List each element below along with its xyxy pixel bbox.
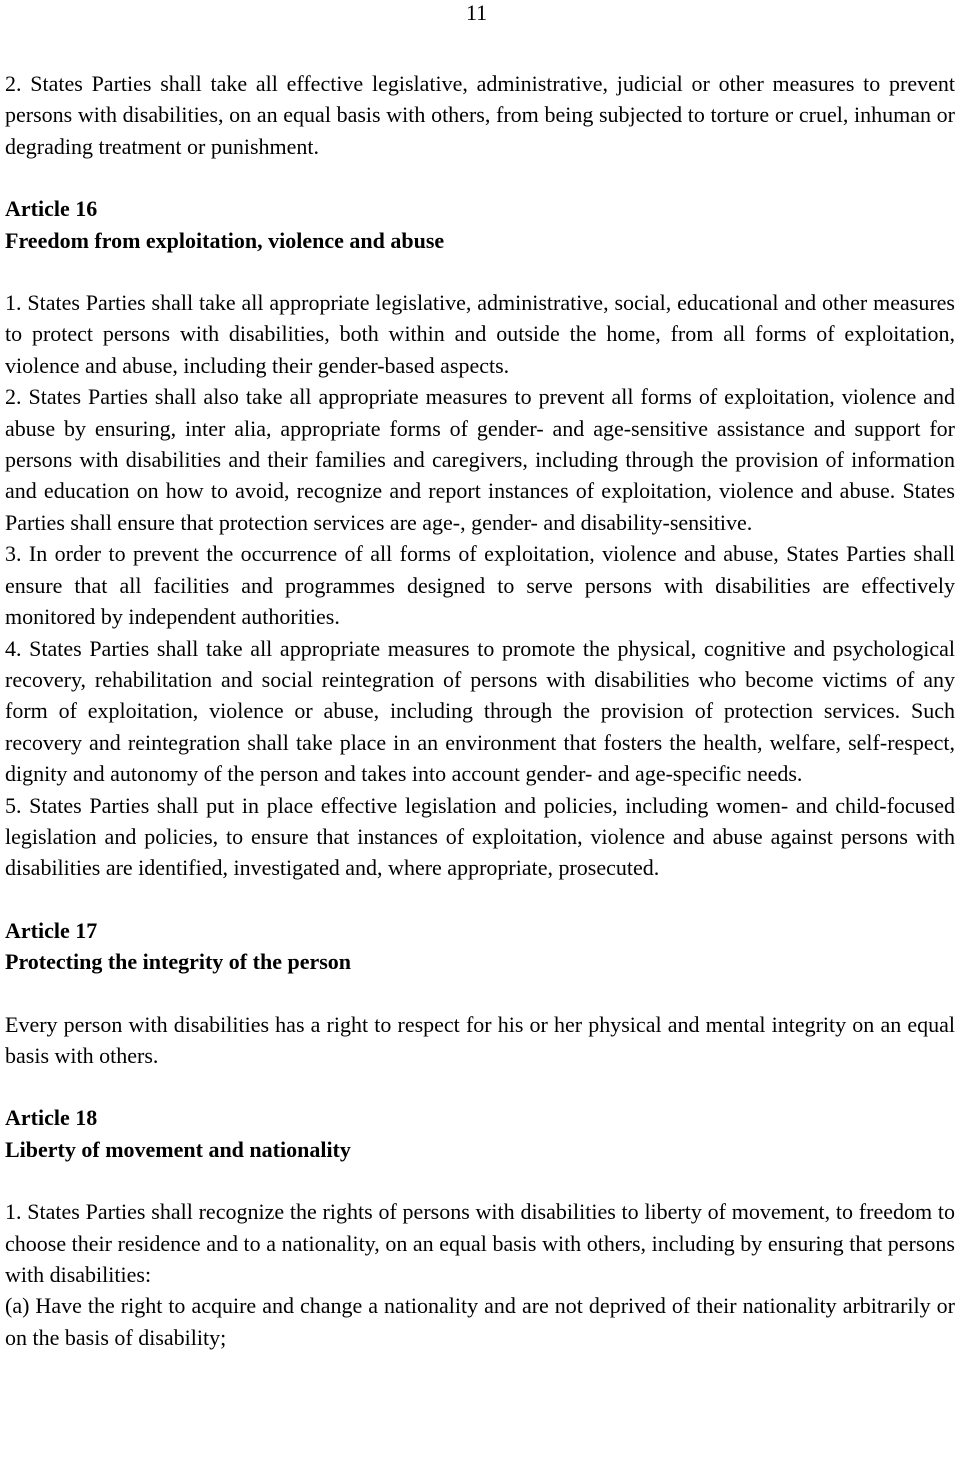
article-17-number: Article 17 (5, 917, 98, 943)
spacer (5, 162, 955, 193)
spacer (5, 256, 955, 287)
article-16-title: Freedom from exploitation, violence and abuse (5, 227, 445, 253)
article-17-title: Protecting the integrity of the person (5, 949, 352, 975)
spacer (5, 884, 955, 915)
spacer (5, 1071, 955, 1102)
intro-paragraph: 2. States Parties shall take all effective legislative, administrative, judicial or other measures to prevent persons with disabilities, on an equal basis with others, from being subjected to torture or cruel, inhuman or degrading treatment or punishment. (5, 71, 955, 159)
article-18-title: Liberty of movement and nationality (5, 1136, 351, 1162)
spacer (5, 978, 955, 1009)
page-content (5, 68, 955, 1353)
article-17-paragraph-1: Every person with disabilities has a right to respect for his or her physical and mental integrity on an equal basis with others. (5, 1011, 955, 1068)
article-16-paragraph-1: 1. States Parties shall take all appropriate legislative, administrative, social, educational and other measures to protect persons with disabilities, both within and outside the home, from all forms of exploitation, violence and abuse, including their gender-based aspects. (5, 290, 955, 378)
article-18-paragraph-a: (a) Have the right to acquire and change a nationality and are not deprived of their nationality arbitrarily or on the basis of disability; (5, 1293, 955, 1350)
article-16-paragraph-3: 3. In order to prevent the occurrence of all forms of exploitation, violence and abuse, States Parties shall ensure that all facilities and programmes designed to serve persons with disabilities are effectively monitored by independent authorities. (5, 541, 955, 630)
spacer (5, 1165, 955, 1196)
article-18-number: Article 18 (5, 1105, 98, 1131)
article-16-paragraph-2: 2. States Parties shall also take all appropriate measures to prevent all forms of exploitation, violence and abuse by ensuring, inter alia, appropriate forms of gender- and age-sensitive assistance and support for persons with disabilities and their families and caregivers, including through the provision of information and education on how to avoid, recognize and report instances of exploitation, violence and abuse. States Parties shall ensure that protection services are age-, gender- and disability-sensitive. (5, 384, 955, 535)
page-number: 11 (466, 0, 488, 25)
article-16-number: Article 16 (5, 196, 98, 222)
article-16-paragraph-4: 4. States Parties shall take all appropriate measures to promote the physical, cognitive and psychological recovery, rehabilitation and social reintegration of persons with disabilities who become victims of any form of exploitation, violence or abuse, including through the provision of protection services. Such recovery and reintegration shall take place in an environment that fosters the health, welfare, self-respect, dignity and autonomy of the person and takes into account gender- and age-specific needs. (5, 635, 955, 787)
article-16-paragraph-5: 5. States Parties shall put in place effective legislation and policies, including women- and child-focused legislation and policies, to ensure that instances of exploitation, violence and abuse against persons with disabilities are identified, investigated and, where appropriate, prosecuted. (5, 792, 955, 881)
article-18-paragraph-1: 1. States Parties shall recognize the rights of persons with disabilities to liberty of movement, to freedom to choose their residence and to a nationality, on an equal basis with others, including by ensuring that persons with disabilities: (5, 1199, 955, 1287)
